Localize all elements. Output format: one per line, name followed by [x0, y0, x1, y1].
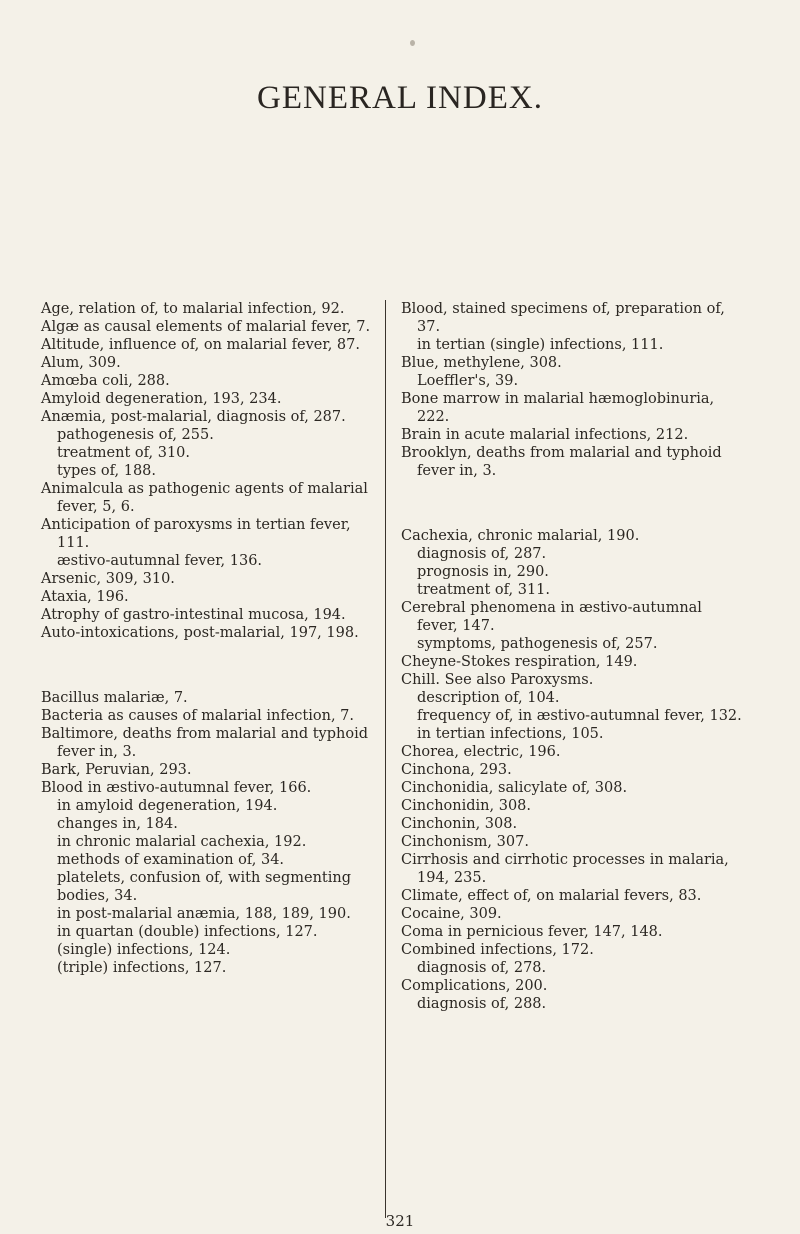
- index-entry: Climate, effect of, on malarial fevers, 83.: [401, 888, 702, 904]
- index-entry: Auto-intoxications, post-malarial, 197, 198.: [41, 625, 359, 641]
- index-entry: Cinchona, 293.: [401, 762, 512, 778]
- index-column-right: [401, 300, 746, 1013]
- index-subentry: in quartan (double) infections, 127.: [57, 924, 318, 940]
- page-title: GENERAL INDEX.: [257, 80, 543, 116]
- index-subentry: diagnosis of, 287.: [417, 546, 547, 562]
- index-entry: Brain in acute malarial infections, 212.: [401, 427, 689, 443]
- index-entry: Cheyne-Stokes respiration, 149.: [401, 654, 638, 670]
- index-entry: Atrophy of gastro-intestinal mucosa, 194.: [41, 607, 346, 623]
- index-subentry: treatment of, 310.: [57, 445, 190, 461]
- index-entry: Complications, 200.: [401, 978, 548, 994]
- page-speck: [410, 40, 415, 46]
- index-subentry: Loeffler's, 39.: [417, 373, 519, 389]
- index-entry: Cerebral phenomena in æstivo-autumnal fever, 147.: [401, 600, 702, 634]
- index-subentry: in chronic malarial cachexia, 192.: [57, 834, 307, 850]
- index-entry: Bacillus malariæ, 7.: [41, 690, 188, 706]
- index-entry: Anticipation of paroxysms in tertian fever, 111.: [41, 517, 351, 551]
- index-subentry: (triple) infections, 127.: [57, 960, 227, 976]
- index-subentry: in tertian infections, 105.: [417, 726, 604, 742]
- index-entry: Blood, stained specimens of, preparation of, 37.: [401, 301, 725, 335]
- index-entry: Altitude, influence of, on malarial fever, 87.: [41, 337, 360, 353]
- index-subentry: pathogenesis of, 255.: [57, 427, 214, 443]
- index-subentry: diagnosis of, 278.: [417, 960, 547, 976]
- index-entry: Cocaine, 309.: [401, 906, 502, 922]
- index-subentry: platelets, confusion of, with segmenting bodies, 34.: [57, 870, 352, 904]
- index-subentry: types of, 188.: [57, 463, 157, 479]
- index-subentry: æstivo-autumnal fever, 136.: [57, 553, 263, 569]
- index-subentry: (single) infections, 124.: [57, 942, 231, 958]
- index-entry: Cachexia, chronic malarial, 190.: [401, 528, 640, 544]
- index-subentry: in post-malarial anæmia, 188, 189, 190.: [57, 906, 351, 922]
- index-entry: Coma in pernicious fever, 147, 148.: [401, 924, 663, 940]
- index-subentry: frequency of, in æstivo-autumnal fever, 132.: [417, 708, 742, 724]
- index-subentry: methods of examination of, 34.: [57, 852, 285, 868]
- index-subentry: in tertian (single) infections, 111.: [417, 337, 664, 353]
- index-subentry: changes in, 184.: [57, 816, 178, 832]
- index-entry: Bacteria as causes of malarial infection, 7.: [41, 708, 354, 724]
- index-entry: Age, relation of, to malarial infection, 92.: [41, 301, 345, 317]
- column-divider: [385, 300, 386, 1218]
- index-entry: Cinchonidin, 308.: [401, 798, 531, 814]
- index-entry: Alum, 309.: [41, 355, 121, 371]
- index-entry: Chill. See also Paroxysms.: [401, 672, 594, 688]
- index-entry: Animalcula as pathogenic agents of malarial fever, 5, 6.: [41, 481, 368, 515]
- index-entry: Amœba coli, 288.: [41, 373, 170, 389]
- index-entry: Blue, methylene, 308.: [401, 355, 562, 371]
- index-subentry: symptoms, pathogenesis of, 257.: [417, 636, 658, 652]
- index-entry: Chorea, electric, 196.: [401, 744, 561, 760]
- index-entry: Cinchonidia, salicylate of, 308.: [401, 780, 628, 796]
- index-subentry: in amyloid degeneration, 194.: [57, 798, 278, 814]
- index-subentry: treatment of, 311.: [417, 582, 550, 598]
- index-entry: Cinchonin, 308.: [401, 816, 518, 832]
- index-subentry: diagnosis of, 288.: [417, 996, 547, 1012]
- index-column-left: [41, 300, 386, 977]
- index-entry: Arsenic, 309, 310.: [41, 571, 175, 587]
- index-entry: Combined infections, 172.: [401, 942, 594, 958]
- index-entry: Bark, Peruvian, 293.: [41, 762, 192, 778]
- index-subentry: description of, 104.: [417, 690, 560, 706]
- index-entry: Brooklyn, deaths from malarial and typhoid fever in, 3.: [401, 445, 722, 479]
- index-entry: Cinchonism, 307.: [401, 834, 529, 850]
- index-entry: Amyloid degeneration, 193, 234.: [41, 391, 282, 407]
- index-entry: Anæmia, post-malarial, diagnosis of, 287.: [41, 409, 346, 425]
- index-entry: Algæ as causal elements of malarial fever, 7.: [41, 319, 371, 335]
- index-entry: Cirrhosis and cirrhotic processes in malaria, 194, 235.: [401, 852, 729, 886]
- index-entry: Blood in æstivo-autumnal fever, 166.: [41, 780, 312, 796]
- page-number: 321: [385, 1212, 415, 1230]
- index-entry: Ataxia, 196.: [41, 589, 129, 605]
- index-entry: Bone marrow in malarial hæmoglobinuria, 222.: [401, 391, 715, 425]
- index-entry: Baltimore, deaths from malarial and typhoid fever in, 3.: [41, 726, 369, 760]
- index-subentry: prognosis in, 290.: [417, 564, 549, 580]
- letter-gap: [401, 495, 746, 513]
- letter-gap: [41, 657, 386, 675]
